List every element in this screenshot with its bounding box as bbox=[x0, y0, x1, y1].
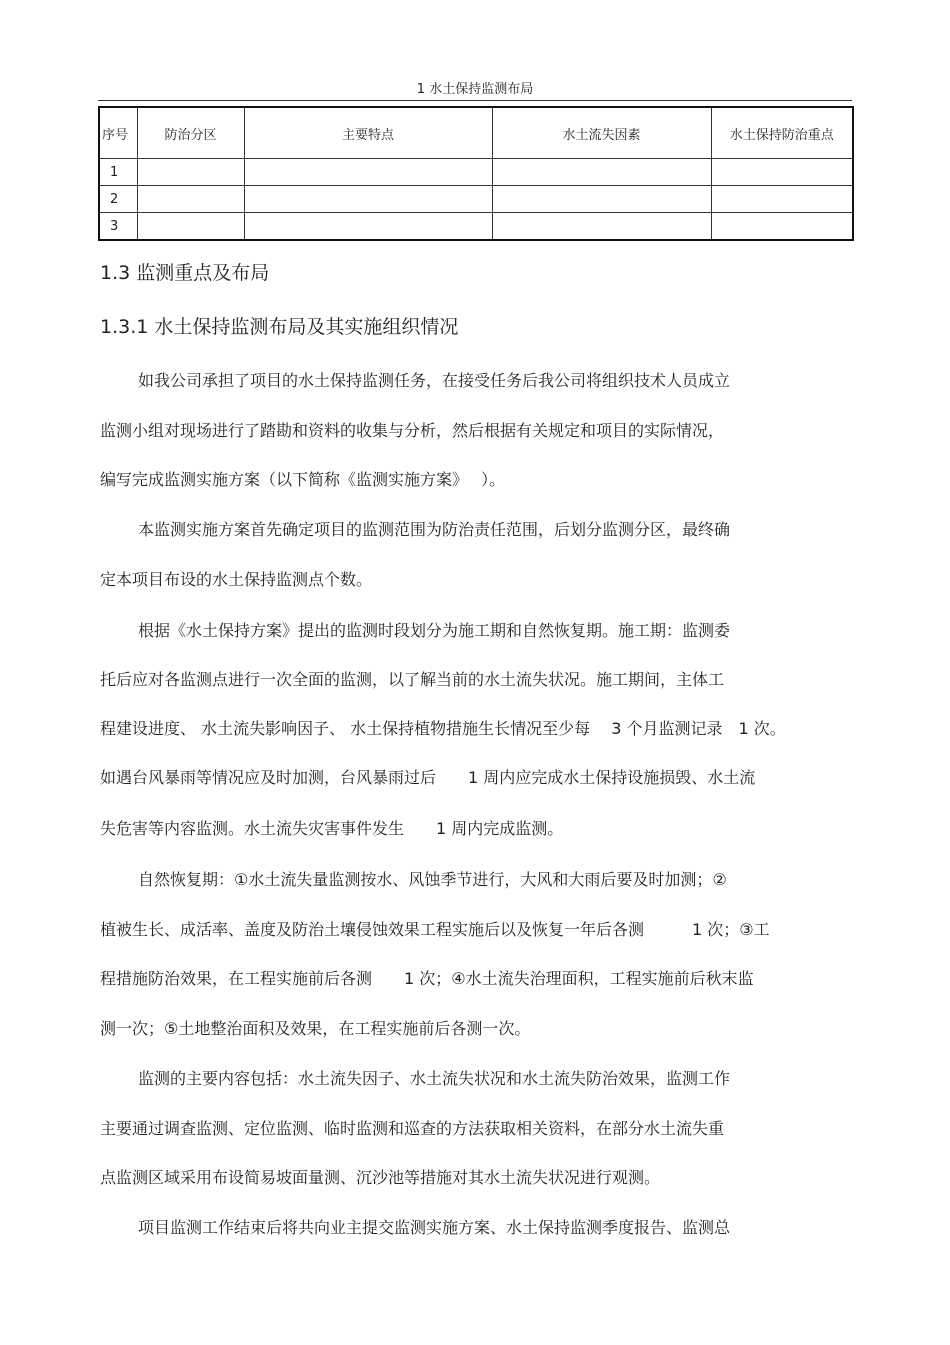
table-cell bbox=[244, 186, 492, 213]
table-cell bbox=[137, 213, 244, 241]
col-header-key-measures: 水土保持防治重点 bbox=[711, 107, 853, 159]
subsection-heading: 1.3.1 水土保持监测布局及其实施组织情况 bbox=[100, 316, 459, 338]
body-line: 本监测实施方案首先确定项目的监测范围为防治责任范围，后划分监测分区，最终确 bbox=[138, 520, 731, 539]
body-line: 监测的主要内容包括：水土流失因子、水土流失状况和水土流失防治效果，监测工作 bbox=[138, 1069, 731, 1088]
body-line: 托后应对各监测点进行一次全面的监测，以了解当前的水土流失状况。施工期间，主体工 bbox=[100, 670, 725, 689]
table-cell bbox=[492, 186, 711, 213]
body-line: 点监测区域采用布设简易坡面量测、沉沙池等措施对其水土流失状况进行观测。 bbox=[100, 1168, 661, 1187]
body-line: 如遇台风暴雨等情况应及时加测，台风暴雨过后 1 周内应完成水土保持设施损毁、水土流 bbox=[100, 768, 756, 787]
table-row bbox=[99, 186, 853, 213]
table-cell bbox=[244, 159, 492, 186]
monitoring-layout-table bbox=[98, 106, 854, 241]
table-cell bbox=[137, 186, 244, 213]
section-heading: 1.3 监测重点及布局 bbox=[100, 262, 270, 284]
col-header-features: 主要特点 bbox=[244, 107, 492, 159]
caption-rule bbox=[98, 100, 852, 101]
table-cell bbox=[492, 213, 711, 241]
col-header-zone: 防治分区 bbox=[137, 107, 244, 159]
table-caption: 1 水土保持监测布局 bbox=[416, 82, 534, 97]
table-cell bbox=[492, 159, 711, 186]
table-cell bbox=[244, 213, 492, 241]
body-line: 自然恢复期：①水土流失量监测按水、风蚀季节进行，大风和大雨后要及时加测；② bbox=[138, 870, 727, 889]
body-line: 编写完成监测实施方案（以下简称《监测实施方案》 ）。 bbox=[100, 470, 506, 489]
table-cell: 3 bbox=[99, 213, 137, 241]
col-header-index: 序号 bbox=[99, 107, 137, 159]
table-cell: 1 bbox=[99, 159, 137, 186]
table-cell bbox=[711, 186, 853, 213]
table-row bbox=[99, 159, 853, 186]
body-line: 项目监测工作结束后将共向业主提交监测实施方案、水土保持监测季度报告、监测总 bbox=[138, 1218, 731, 1237]
table-cell bbox=[137, 159, 244, 186]
table-cell bbox=[711, 159, 853, 186]
body-line: 失危害等内容监测。水土流失灾害事件发生 1 周内完成监测。 bbox=[100, 819, 564, 838]
body-line: 植被生长、成活率、盖度及防治土壤侵蚀效果工程实施后以及恢复一年后各测 1 次；③工 bbox=[100, 920, 770, 939]
body-line: 程建设进度、 水土流失影响因子、 水土保持植物措施生长情况至少每 3 个月监测记录 1 次。 bbox=[100, 719, 786, 738]
table-cell bbox=[711, 213, 853, 241]
body-line: 根据《水土保持方案》提出的监测时段划分为施工期和自然恢复期。施工期：监测委 bbox=[138, 621, 731, 640]
body-line: 如我公司承担了项目的水土保持监测任务，在接受任务后我公司将组织技术人员成立 bbox=[138, 371, 731, 390]
table-row bbox=[99, 213, 853, 241]
body-line: 程措施防治效果，在工程实施前后各测 1 次；④水土流失治理面积，工程实施前后秋末监 bbox=[100, 969, 754, 988]
col-header-erosion-factors: 水土流失因素 bbox=[492, 107, 711, 159]
table-cell: 2 bbox=[99, 186, 137, 213]
body-line: 监测小组对现场进行了踏勘和资料的收集与分析，然后根据有关规定和项目的实际情况， bbox=[100, 421, 725, 440]
body-line: 主要通过调查监测、定位监测、临时监测和巡查的方法获取相关资料，在部分水土流失重 bbox=[100, 1119, 725, 1138]
body-line: 定本项目布设的水土保持监测点个数。 bbox=[100, 570, 373, 589]
body-line: 测一次；⑤土地整治面积及效果，在工程实施前后各测一次。 bbox=[100, 1019, 531, 1038]
table-header-row bbox=[99, 107, 853, 159]
